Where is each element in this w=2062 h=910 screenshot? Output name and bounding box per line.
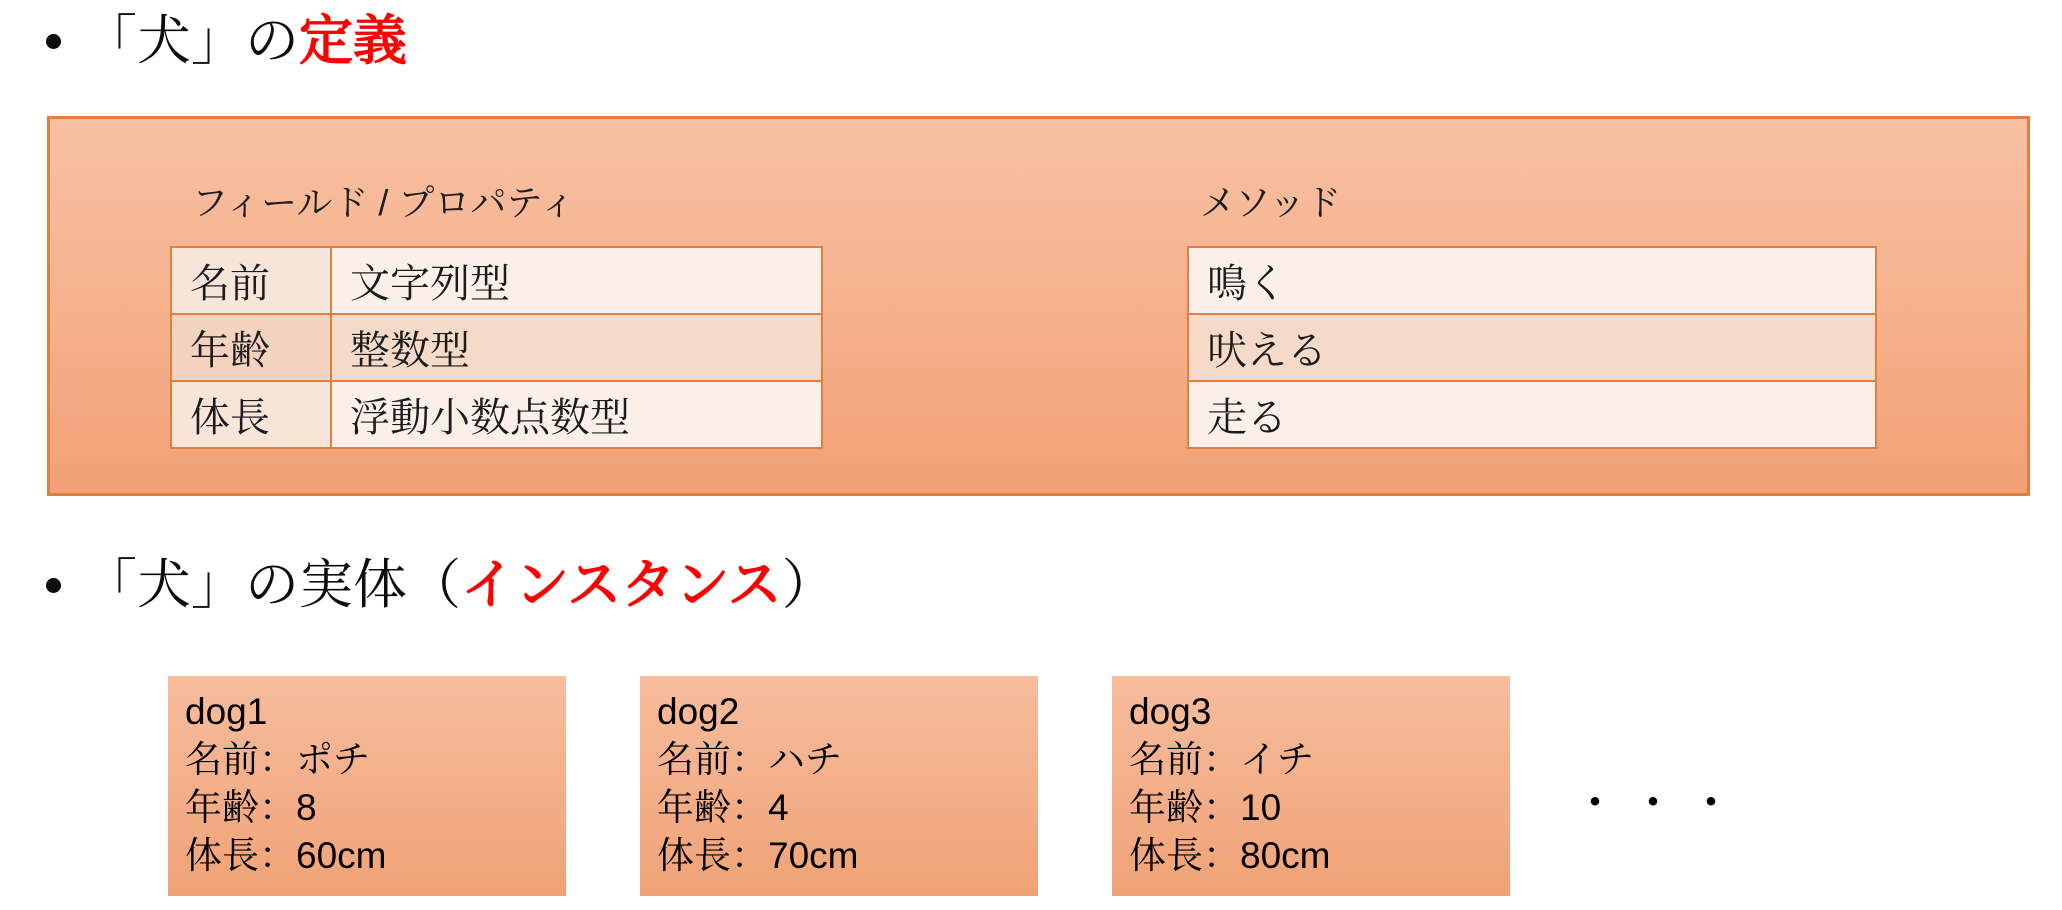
heading-instances-emphasis: インスタンス [461,555,782,615]
field-type-cell: 文字列型 [332,248,821,313]
instance-age-line: 年齢：4 [657,787,789,828]
heading-instances-text [83,550,836,620]
definition-panel [47,116,2030,496]
field-name-cell: 体長 [172,382,330,447]
methods-label: メソッド [1200,182,1342,223]
instance-length-line: 体長：70cm [657,835,859,876]
instance-length-line: 体長：80cm [1129,835,1331,876]
instance-age-line: 年齢：10 [1129,787,1282,828]
instance-title: dog1 [185,691,268,732]
bullet-icon [46,34,61,49]
method-cell: 鳴く [1189,248,1875,313]
bullet-icon [46,578,61,593]
ellipsis-dots: ・・・ [1572,777,1746,829]
instance-box-dog1 [168,676,566,896]
instance-age-line: 年齢：8 [185,787,317,828]
instance-name-line: 名前：ハチ [657,739,842,780]
method-cell: 吠える [1189,315,1875,380]
instance-box-dog2 [640,676,1038,896]
methods-table [1187,246,1877,449]
instance-name-line: 名前：ポチ [185,739,370,780]
instance-title: dog2 [657,691,740,732]
field-name-cell: 名前 [172,248,330,313]
instance-length-line: 体長：60cm [185,835,387,876]
heading-definition [46,6,407,76]
field-name-cell: 年齢 [172,315,330,380]
heading-instances-prefix: 「犬」の実体（ [83,555,461,615]
heading-instances [46,550,836,620]
field-type-cell: 浮動小数点数型 [332,382,821,447]
heading-instances-suffix: ） [781,555,836,615]
heading-definition-prefix: 「犬」の [83,11,299,71]
heading-definition-text [83,6,407,76]
instance-name-line: 名前：イチ [1129,739,1314,780]
method-cell: 走る [1189,382,1875,447]
heading-definition-emphasis: 定義 [299,11,407,71]
fields-label: フィールド / プロパティ [192,182,576,223]
field-type-cell: 整数型 [332,315,821,380]
fields-table [170,246,823,449]
instance-title: dog3 [1129,691,1212,732]
instance-box-dog3 [1112,676,1510,896]
